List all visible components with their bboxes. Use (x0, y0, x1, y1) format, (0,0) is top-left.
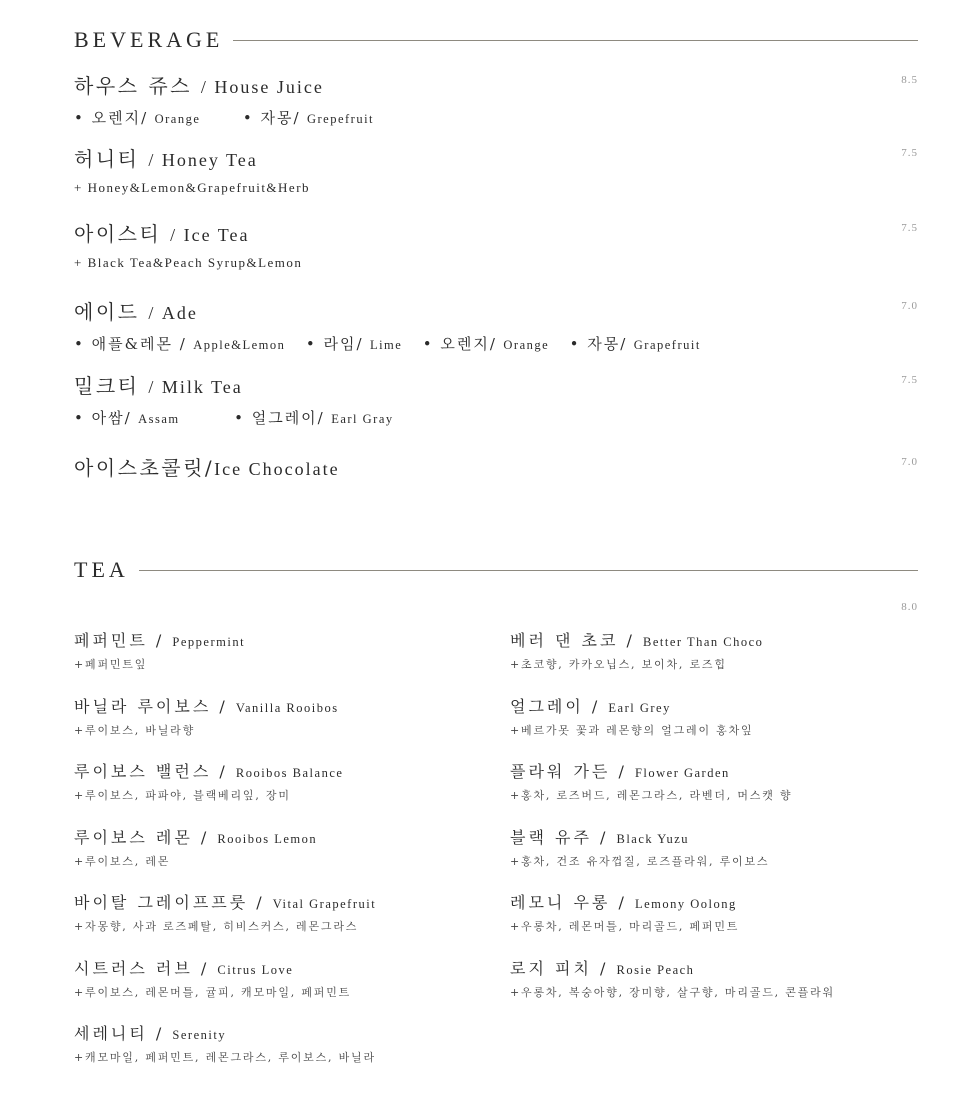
tea-name-ko: 블랙 유주 / (510, 827, 609, 847)
item-name-en: / Ade (148, 303, 198, 323)
item-name-ko: 아이스티 (74, 222, 162, 246)
tea-item (510, 890, 835, 956)
tea-name-en: Better Than Choco (643, 635, 764, 649)
tea-name-en: Vanilla Rooibos (235, 700, 339, 715)
tea-name-en: Earl Grey (608, 700, 671, 715)
tea-item (74, 825, 376, 891)
item-name-en: / Honey Tea (148, 150, 258, 170)
tea-desc: +우롱차, 복숭아향, 장미향, 살구향, 마리골드, 콘플라워 (510, 985, 835, 999)
tea-name-ko: 얼그레이 / (510, 696, 601, 716)
item-options (74, 407, 918, 428)
tea-name-en: Black Yuzu (616, 831, 689, 846)
option: • 오렌지/ Orange (74, 109, 201, 127)
tea-name-ko: 바닐라 루이보스 / (74, 696, 228, 716)
menu-item-ice-tea (74, 218, 918, 271)
tea-name-ko: 플라워 가든 / (510, 762, 627, 781)
option: • 얼그레이/ Earl Gray (234, 409, 394, 427)
item-price: 8.5 (901, 74, 918, 86)
tea-desc: +초코향, 카카오닙스, 보이차, 로즈힙 (510, 658, 727, 671)
tea-item (74, 956, 376, 1022)
tea-name-ko: 로지 피치 / (510, 958, 609, 978)
menu-item-milk-tea (74, 370, 918, 428)
tea-name-en: Rooibos Lemon (217, 831, 318, 846)
tea-desc: +루이보스, 레몬 (74, 854, 171, 868)
tea-name-ko: 시트러스 러브 / (74, 958, 210, 978)
menu-item-ice-chocolate (74, 452, 918, 481)
tea-name-ko: 레모니 우롱 / (510, 893, 627, 912)
option: • 자몽/ Grepefruit (242, 109, 375, 127)
tea-name-en: Rosie Peach (616, 962, 695, 977)
tea-column-right (510, 628, 835, 1021)
tea-desc: +루이보스, 레몬머틀, 귤피, 캐모마일, 페퍼민트 (74, 985, 352, 999)
tea-desc: +페퍼민트잎 (74, 658, 148, 671)
item-name-ko: 허니티 (74, 147, 140, 171)
item-price: 7.0 (901, 456, 918, 468)
tea-price: 8.0 (901, 601, 918, 613)
tea-name-ko: 루이보스 밸런스 / (74, 762, 228, 781)
tea-desc: +루이보스, 파파야, 블랙베리잎, 장미 (74, 789, 291, 802)
tea-desc: +베르가못 꽃과 레몬향의 얼그레이 홍차잎 (510, 723, 754, 737)
tea-name-ko: 루이보스 레몬 / (74, 827, 210, 847)
item-name-ko: 하우스 쥬스 (74, 74, 192, 98)
section-divider (233, 40, 918, 41)
tea-name-ko: 세레니티 / (74, 1024, 165, 1043)
item-name-en: / Milk Tea (148, 377, 243, 397)
menu-item-house-juice (74, 70, 918, 128)
item-name-en: / House Juice (200, 77, 324, 97)
item-detail: + Black Tea&Peach Syrup&Lemon (74, 255, 303, 270)
tea-name-ko: 바이탈 그레이프프룻 / (74, 893, 265, 912)
tea-item (510, 825, 835, 891)
item-price: 7.5 (901, 147, 918, 159)
tea-name-en: Serenity (172, 1028, 227, 1042)
option: • 아쌈/ Assam (74, 409, 180, 427)
tea-column-left (74, 628, 376, 1087)
tea-name-ko: 페퍼민트 / (74, 631, 165, 650)
tea-name-en: Flower Garden (634, 766, 730, 780)
tea-name-en: Lemony Oolong (634, 897, 737, 911)
tea-item (74, 628, 376, 694)
item-name-en: / Ice Tea (170, 225, 250, 245)
tea-item (74, 890, 376, 956)
item-price: 7.5 (901, 374, 918, 386)
tea-name-en: Rooibos Balance (235, 766, 344, 780)
tea-item (74, 759, 376, 825)
tea-section-header (74, 557, 918, 583)
option: • 애플&레몬 / Apple&Lemon (74, 335, 286, 353)
tea-item (510, 628, 835, 694)
tea-item (510, 956, 835, 1022)
item-name-ko: 밀크티 (74, 374, 140, 398)
item-options (74, 333, 918, 354)
tea-item (74, 694, 376, 760)
tea-desc: +캐모마일, 페퍼민트, 레몬그라스, 루이보스, 바닐라 (74, 1051, 376, 1064)
tea-desc: +루이보스, 바닐라향 (74, 723, 196, 737)
option: • 라임/ Lime (305, 335, 403, 353)
tea-name-ko: 베러 댄 초코 / (510, 631, 635, 650)
tea-desc: +홍차, 로즈버드, 레몬그라스, 라벤더, 머스캣 향 (510, 789, 793, 802)
section-divider (139, 570, 918, 571)
tea-item (74, 1021, 376, 1087)
tea-desc: +우롱차, 레몬머틀, 마리골드, 페퍼민트 (510, 920, 740, 933)
item-price: 7.0 (901, 300, 918, 312)
tea-heading: TEA (74, 557, 129, 582)
menu-item-honey-tea (74, 143, 918, 196)
tea-item (510, 694, 835, 760)
option: • 오렌지/ Orange (422, 335, 550, 353)
tea-name-en: Peppermint (172, 635, 246, 649)
menu-item-ade (74, 296, 918, 354)
beverage-section-header (74, 27, 918, 53)
tea-name-en: Vital Grapefruit (272, 897, 377, 911)
item-name-ko: 에이드 (74, 300, 140, 324)
tea-desc: +자몽향, 사과 로즈페탈, 히비스커스, 레몬그라스 (74, 920, 359, 933)
item-name-ko: 아이스초콜릿/ (74, 456, 215, 480)
tea-name-en: Citrus Love (217, 962, 294, 977)
item-name-en: Ice Chocolate (214, 459, 340, 479)
tea-item (510, 759, 835, 825)
item-detail: + Honey&Lemon&Grapefruit&Herb (74, 180, 311, 195)
item-options (74, 107, 918, 128)
item-price: 7.5 (901, 222, 918, 234)
tea-desc: +홍차, 건조 유자껍질, 로즈플라워, 루이보스 (510, 854, 770, 868)
beverage-heading: BEVERAGE (74, 27, 224, 52)
option: • 자몽/ Grapefruit (569, 335, 701, 353)
